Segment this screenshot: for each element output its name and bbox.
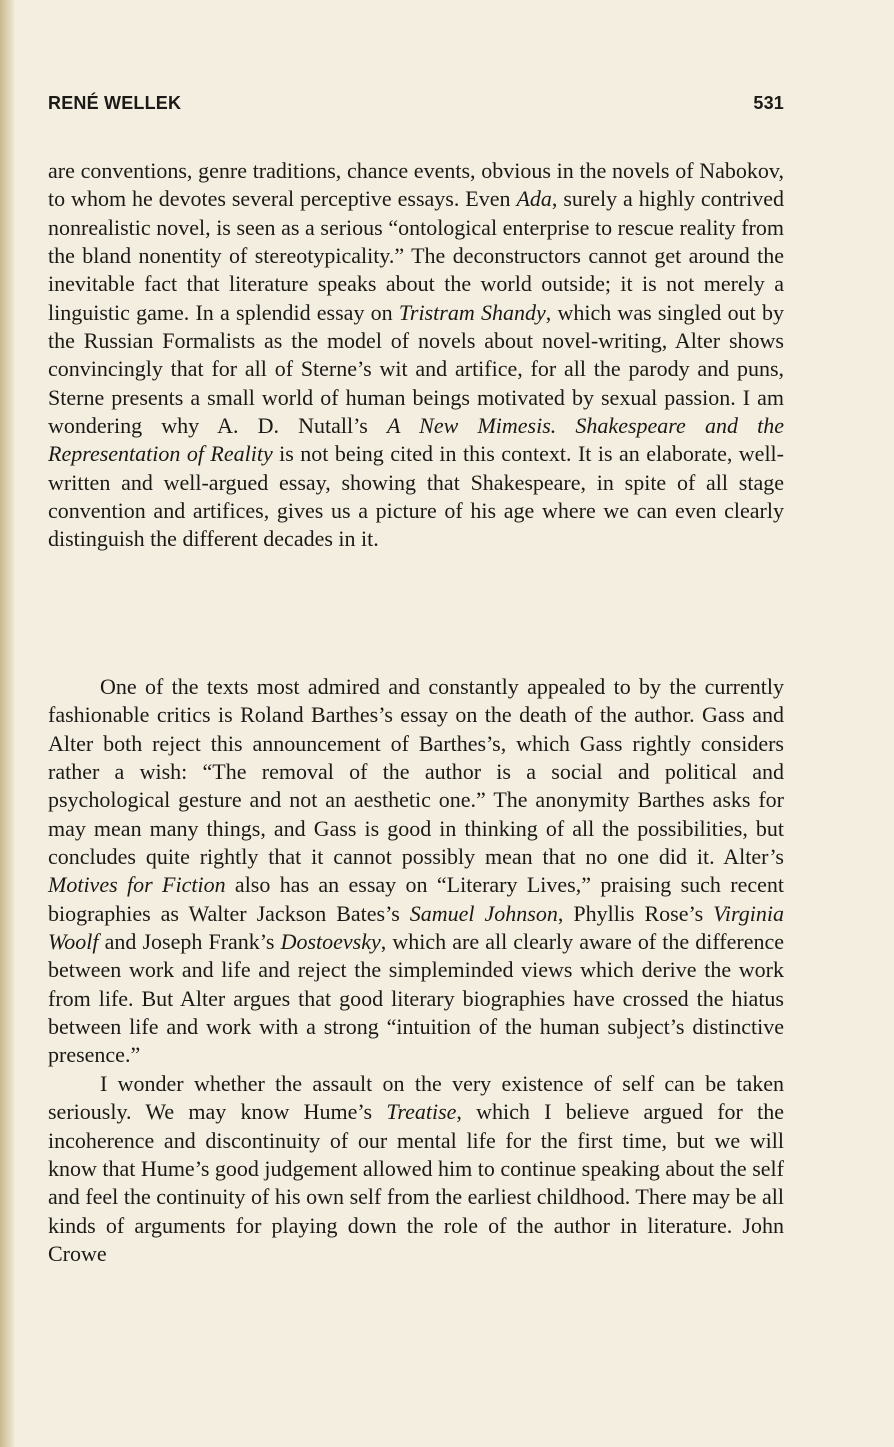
text-run: , which was singled out by the Russian Formalists as the model of novels about novel-writing, Alter shows convincingly that for all of Sterne’s wit and artifice, for all the parody and puns, Sterne presents a small world of human beings motivated by sexual passion. I am wondering why A. D. Nutall’s [48,299,784,439]
text-run: is not being cited in this context. It is an elaborate, well-written and well-argued essay, showing that Shakespeare, in spite of all stage convention and artifices, gives us a picture of his age where we can even clearly distinguish the different decades in it. [48,441,784,552]
italic-title: A New Mimesis. Shakespeare and the Representation of Reality [48,413,784,467]
italic-title: Ada [516,186,552,212]
text-run: , which are all clearly aware of the difference between work and life and reject the simpleminded views which derive the work from life. But Alter argues that good literary biographies have crossed the hiatus between life and work with a strong “intuition of the human subject’s distinctive presence.” [48,929,785,1068]
section-body [48,673,784,1268]
italic-title: Samuel Johnson [409,900,558,926]
italic-title: Tristram Shandy [398,299,546,325]
paragraph-3 [48,1070,784,1268]
italic-title: Virginia Woolf [48,900,785,955]
text-run: are conventions, genre traditions, chance events, obvious in the novels of Nabokov, to whom he devotes several perceptive essays. Even [48,158,784,212]
text-run: , which I believe argued for the incoherence and discontinuity of our mental life for the first time, but we will know that Hume’s good judgement allowed him to continue speaking about the self and feel the continuity of his own self from the earliest childhood. There may be all kinds of arguments for playing down the role of the author in literature. John Crowe [48,1099,784,1266]
text-run: I wonder whether the assault on the very existence of self can be taken seriously. We may know Hume’s [48,1070,784,1125]
text-run: One of the texts most admired and constantly appealed to by the currently fashionable critics is Roland Barthes’s essay on the death of the author. Gass and Alter both reject this announcement of Barthes’s, which Gass rightly considers rather a wish: “The removal of the author is a social and political and psychological gesture and not an aesthetic one.” The anonymity Barthes asks for may mean many things, and Gass is good in thinking of all the possibilities, but concludes quite rightly that it cannot possibly mean that no one did it. Alter’s [48,674,784,870]
italic-title: Dostoevsky [280,929,381,955]
text-run: also has an essay on “Literary Lives,” praising such recent biographies as Walter Jackson Bates’s [48,872,785,926]
running-head-author: RENÉ WELLEK [48,93,182,113]
page-number: 531 [753,93,784,113]
text-run: and Joseph Frank’s [98,929,281,955]
text-run: , surely a highly contrived nonrealistic novel, is seen as a serious “ontological enterprise to rescue reality from the bland nonentity of stereotypicality.” The deconstructors cannot get around the inevitable fact that literature speaks about the world outside; it is not merely a linguistic game. In a splendid essay on [48,186,784,325]
running-head [48,93,784,117]
text-run: , Phyllis Rose’s [557,900,714,926]
page-spine-shadow [0,0,14,1447]
italic-title: Motives for Fiction [48,872,226,898]
paragraph-1 [48,157,784,554]
italic-title: Treatise [386,1099,457,1125]
paragraph-2 [48,673,784,1070]
